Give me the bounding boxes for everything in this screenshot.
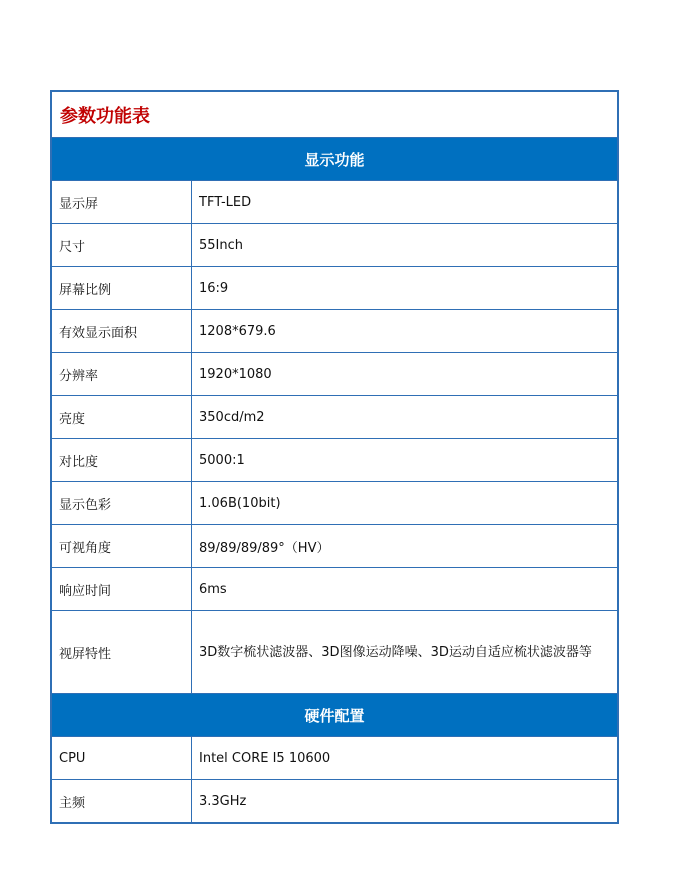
row-value: 89/89/89/89°（HV） bbox=[199, 540, 330, 556]
table-row bbox=[52, 439, 617, 482]
row-label: 响应时间 bbox=[52, 568, 192, 610]
row-value: 350cd/m2 bbox=[199, 409, 265, 425]
table-row bbox=[52, 396, 617, 439]
table-title: 参数功能表 bbox=[52, 92, 617, 138]
table-row bbox=[52, 611, 617, 694]
table-row bbox=[52, 525, 617, 568]
table-row bbox=[52, 780, 617, 822]
table-row bbox=[52, 181, 617, 224]
row-label: 显示色彩 bbox=[52, 482, 192, 524]
row-label: 亮度 bbox=[52, 396, 192, 438]
table-row bbox=[52, 568, 617, 611]
row-value: Intel CORE I5 10600 bbox=[199, 750, 331, 766]
row-value: 1208*679.6 bbox=[199, 323, 276, 339]
row-value: 16:9 bbox=[199, 280, 229, 296]
table-row bbox=[52, 737, 617, 780]
table-row bbox=[52, 267, 617, 310]
row-value: 3D数字梳状滤波器、3D图像运动降噪、3D运动自适应梳状滤波器等 bbox=[199, 644, 592, 660]
row-label: 视屏特性 bbox=[52, 611, 192, 693]
row-label: 分辨率 bbox=[52, 353, 192, 395]
row-value: 1920*1080 bbox=[199, 366, 272, 382]
row-label: CPU bbox=[52, 737, 192, 779]
row-value: 55Inch bbox=[199, 237, 244, 253]
row-value: 1.06B(10bit) bbox=[199, 495, 281, 511]
section-header-display: 显示功能 bbox=[52, 138, 617, 181]
table-row bbox=[52, 224, 617, 267]
row-label: 主频 bbox=[52, 780, 192, 822]
row-value: 3.3GHz bbox=[199, 793, 247, 809]
row-label: 尺寸 bbox=[52, 224, 192, 266]
row-value: 5000:1 bbox=[199, 452, 245, 468]
spec-table bbox=[50, 90, 619, 824]
row-label: 可视角度 bbox=[52, 525, 192, 567]
table-row bbox=[52, 353, 617, 396]
row-value: 6ms bbox=[199, 581, 227, 597]
row-label: 屏幕比例 bbox=[52, 267, 192, 309]
row-value: TFT-LED bbox=[199, 194, 252, 210]
section-header-hardware: 硬件配置 bbox=[52, 694, 617, 737]
table-row bbox=[52, 482, 617, 525]
row-label: 对比度 bbox=[52, 439, 192, 481]
row-label: 显示屏 bbox=[52, 181, 192, 223]
table-row bbox=[52, 310, 617, 353]
row-label: 有效显示面积 bbox=[52, 310, 192, 352]
